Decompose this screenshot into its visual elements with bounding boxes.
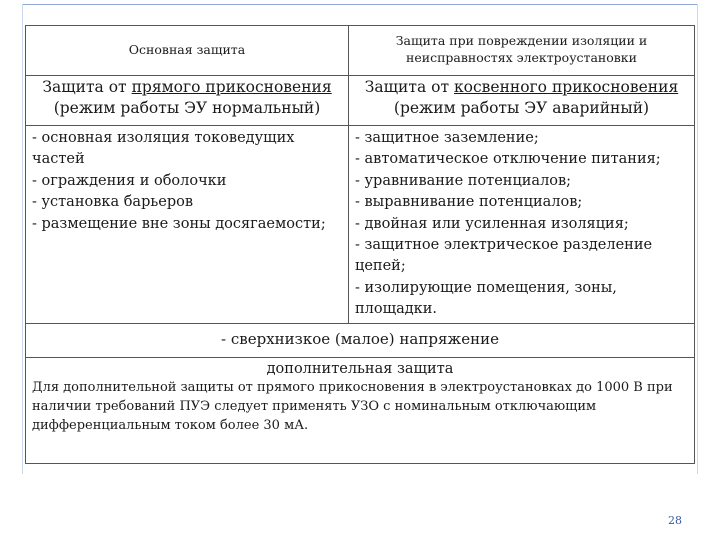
right-measures-list	[349, 126, 694, 323]
subheader-right-line2: (режим работы ЭУ аварийный)	[393, 99, 650, 117]
list-item: - уравнивание потенциалов;	[355, 172, 572, 189]
list-item: - основная изоляция токоведущих частей	[32, 130, 295, 168]
list-item: - изолирующие помещения, зоны, площадки.	[355, 279, 617, 318]
right-measures-cell	[349, 126, 695, 324]
list-item: - ограждения и оболочки	[32, 172, 227, 189]
list-item: - размещение вне зоны досягаемости;	[32, 215, 326, 232]
header-left-cell	[26, 26, 349, 76]
subheader-row	[26, 76, 695, 126]
subheader-right-prefix: Защита от	[364, 78, 454, 96]
header-left: Основная защита	[128, 42, 246, 57]
list-item: - защитное электрическое разделение цепей;	[355, 237, 653, 275]
additional-row	[26, 357, 695, 463]
left-measures-cell	[26, 126, 349, 324]
header-row	[26, 26, 695, 76]
subheader-left-line2: (режим работы ЭУ нормальный)	[53, 99, 321, 117]
subheader-right-cell	[349, 76, 695, 126]
subheader-left-underlined: прямого прикосновения	[131, 78, 332, 96]
list-item: - установка барьеров	[32, 194, 194, 211]
subheader-left	[26, 76, 348, 125]
left-measures-list	[26, 126, 348, 237]
additional-text: Для дополнительной защиты от прямого прикосновения в электроустановках до 1000 В при наличии требований ПУЭ следует применять УЗО с номинальным отключающим дифференциальным током более 30 мА.	[32, 379, 673, 433]
measures-row	[26, 126, 695, 324]
subheader-left-prefix: Защита от	[42, 78, 132, 96]
header-right: Защита при повреждении изоляции и неисправностях электроустановки	[395, 33, 648, 65]
subheader-left-cell	[26, 76, 349, 126]
list-item: - двойная или усиленная изоляция;	[355, 215, 629, 232]
subheader-right-underlined: косвенного прикосновения	[453, 78, 679, 96]
list-item: - защитное заземление;	[355, 130, 539, 146]
additional-cell	[26, 357, 695, 463]
common-row	[26, 323, 695, 357]
frame-top-line	[22, 4, 698, 5]
header-right-cell	[349, 26, 695, 76]
page-number: 28	[668, 514, 682, 527]
common-cell	[26, 323, 695, 357]
subheader-right	[349, 76, 694, 125]
frame-right-line	[697, 4, 698, 474]
frame-left-line	[22, 4, 23, 474]
common-measure: - сверхнизкое (малое) напряжение	[221, 329, 499, 348]
list-item: - автоматическое отключение питания;	[355, 151, 661, 168]
list-item: - выравнивание потенциалов;	[355, 194, 583, 211]
additional-title: дополнительная защита	[266, 360, 454, 377]
protection-table	[25, 25, 695, 464]
